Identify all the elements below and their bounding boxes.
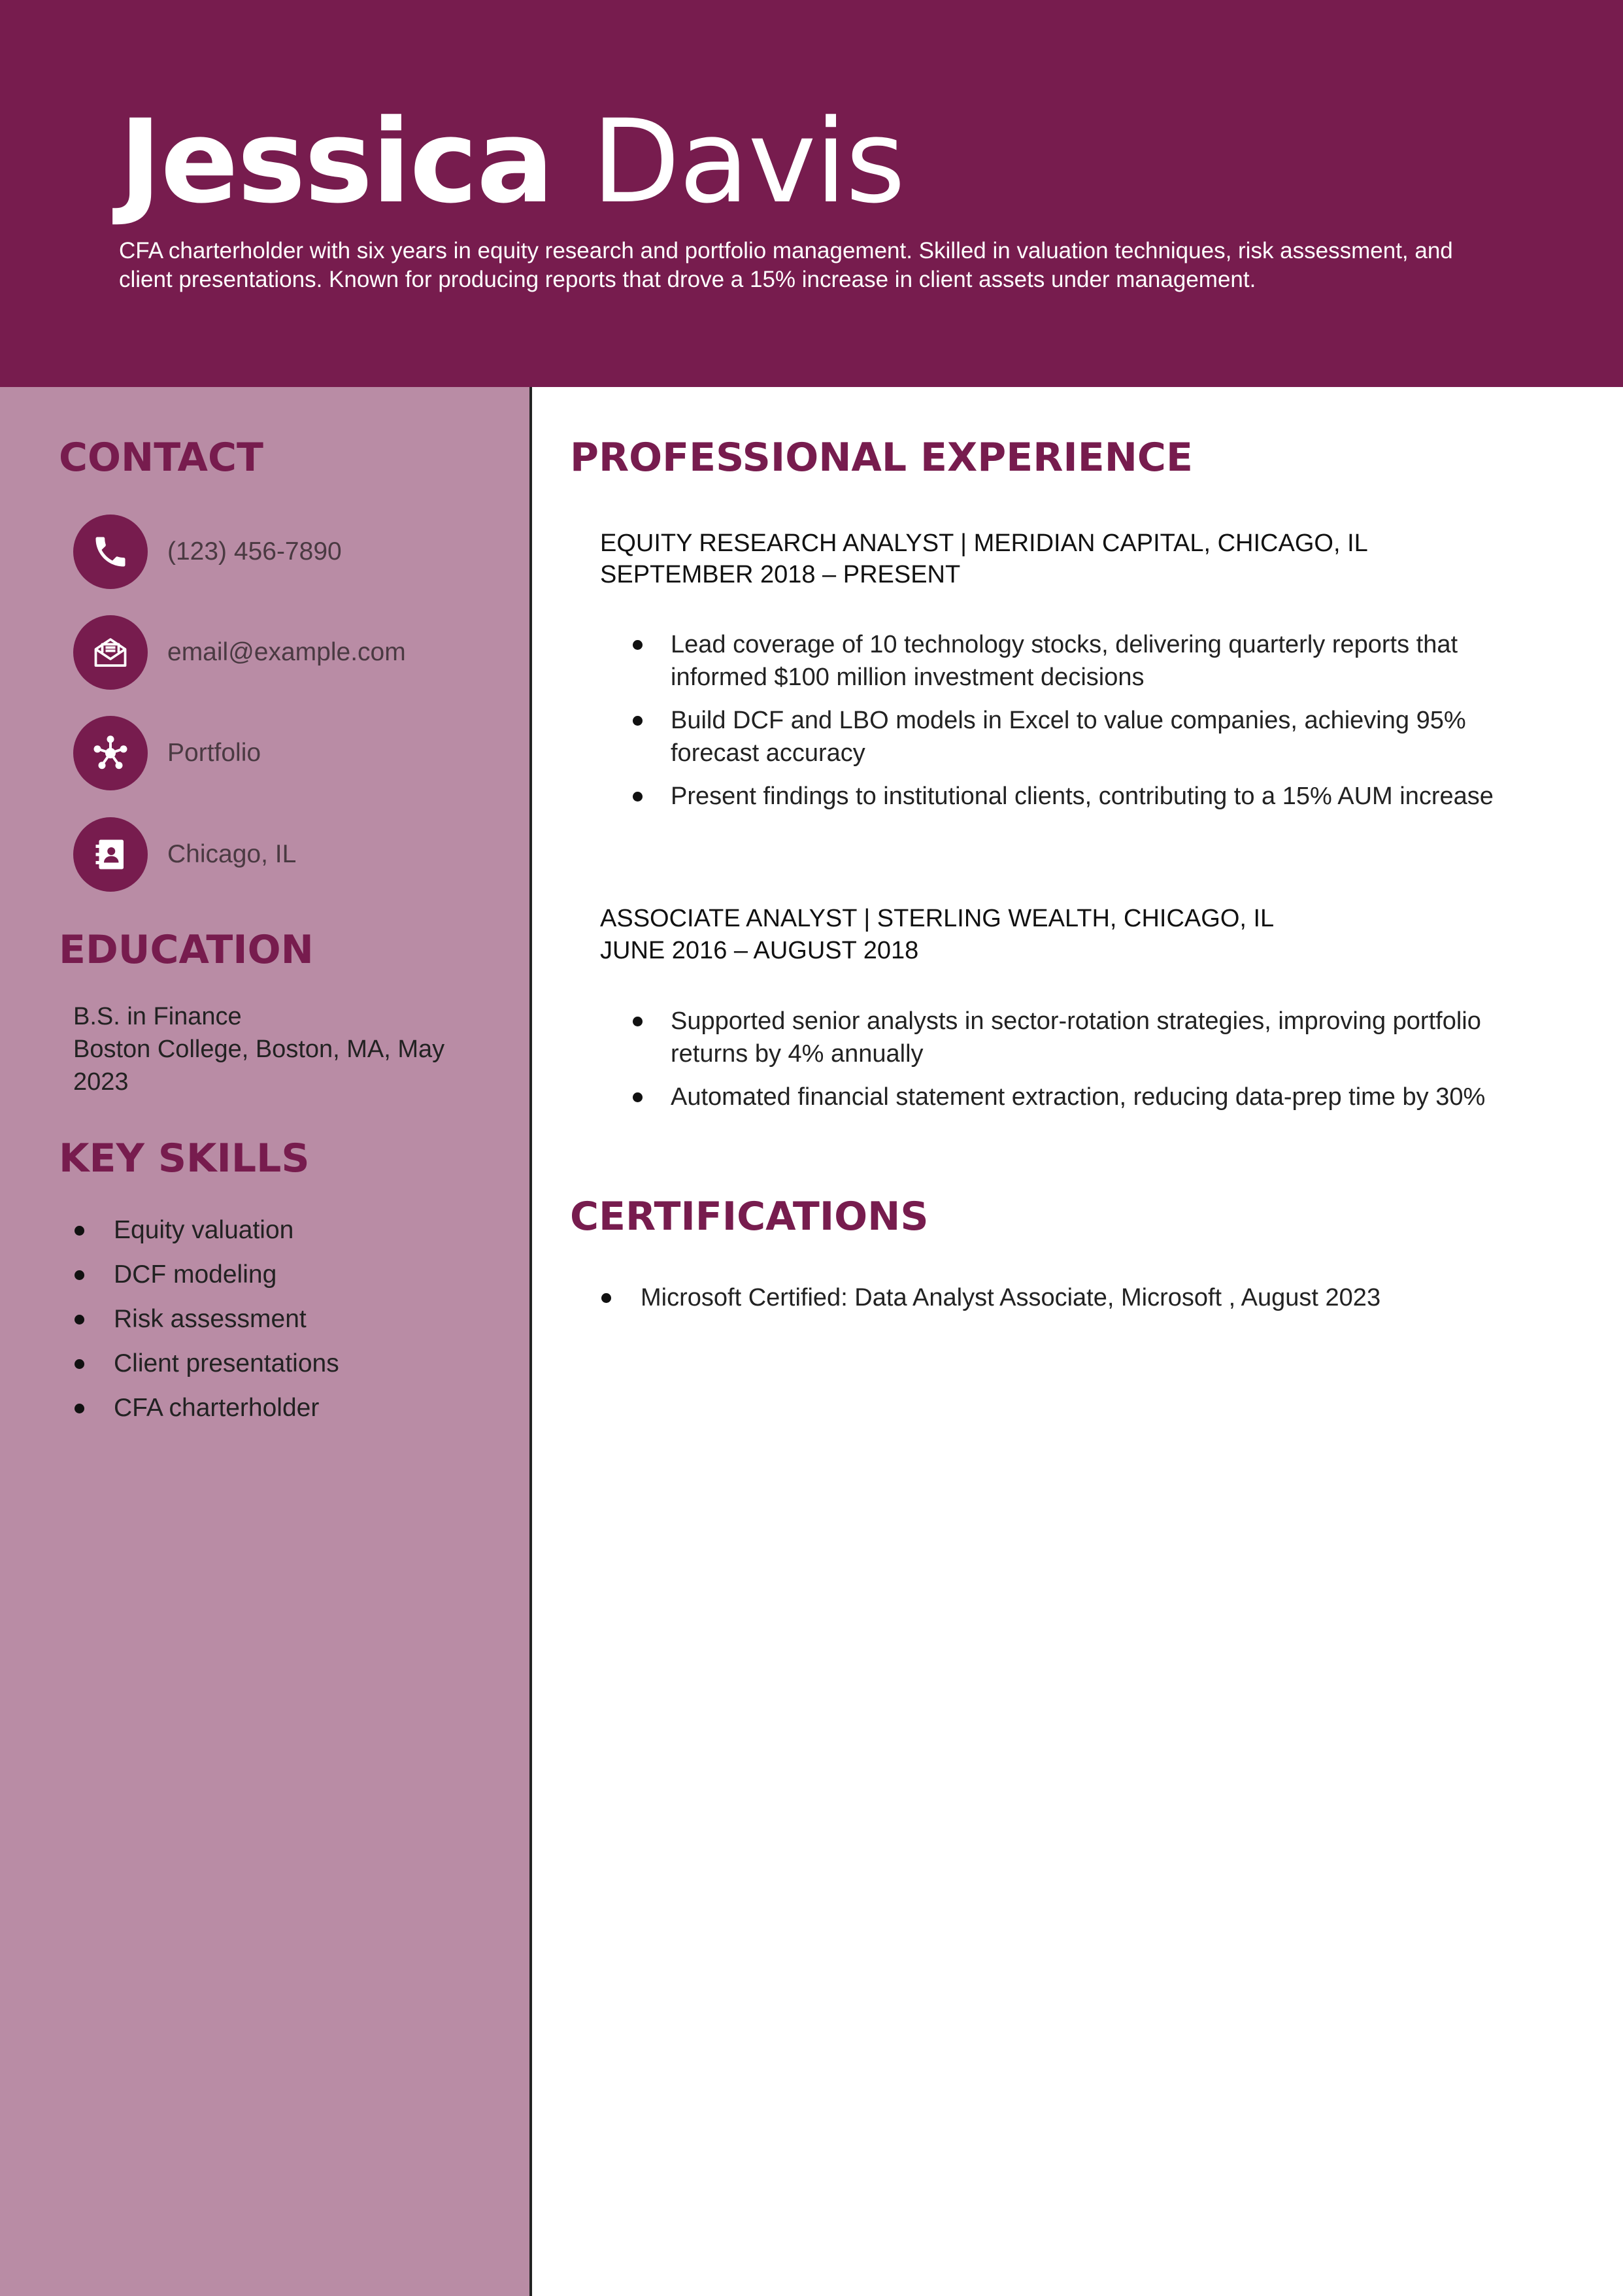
job-bullet: Supported senior analysts in sector-rotation strategies, improving portfolio returns by 4% annually bbox=[600, 1005, 1509, 1070]
education-degree: B.S. in Finance bbox=[73, 1003, 242, 1030]
job-bullet: Lead coverage of 10 technology stocks, delivering quarterly reports that informed $100 million investment decisions bbox=[600, 628, 1509, 694]
job-2-bullets bbox=[600, 1005, 1509, 1124]
certifications-list bbox=[600, 1281, 1548, 1314]
skills-list bbox=[73, 1208, 339, 1430]
contact-portfolio[interactable] bbox=[73, 716, 261, 790]
certifications-heading: CERTIFICATIONS bbox=[570, 1194, 929, 1240]
network-icon bbox=[73, 716, 148, 790]
candidate-name bbox=[119, 90, 904, 234]
experience-heading: PROFESSIONAL EXPERIENCE bbox=[570, 435, 1193, 481]
portfolio-text: Portfolio bbox=[167, 739, 261, 767]
envelope-icon bbox=[73, 615, 148, 690]
education-school: Boston College, Boston, MA, May 2023 bbox=[73, 1036, 445, 1096]
skill-item: Equity valuation bbox=[73, 1208, 339, 1253]
contact-location[interactable] bbox=[73, 817, 296, 892]
last-name: Davis bbox=[592, 95, 905, 229]
first-name: Jessica bbox=[119, 95, 553, 229]
contact-heading: CONTACT bbox=[59, 435, 263, 481]
job-1-bullets bbox=[600, 628, 1509, 823]
job-bullet: Present findings to institutional clients, contributing to a 15% AUM increase bbox=[600, 780, 1509, 813]
contact-phone[interactable] bbox=[73, 515, 342, 589]
job-1-dates: SEPTEMBER 2018 – PRESENT bbox=[600, 561, 961, 588]
phone-text: (123) 456-7890 bbox=[167, 537, 342, 566]
header-banner bbox=[0, 0, 1623, 387]
job-1-title: EQUITY RESEARCH ANALYST | MERIDIAN CAPITAL, CHICAGO, IL bbox=[600, 530, 1368, 557]
skill-item: CFA charterholder bbox=[73, 1386, 339, 1430]
job-bullet: Automated financial statement extraction, reducing data-prep time by 30% bbox=[600, 1081, 1509, 1113]
phone-icon bbox=[73, 515, 148, 589]
email-text: email@example.com bbox=[167, 638, 406, 666]
summary-text: CFA charterholder with six years in equity research and portfolio management. Skilled in valuation techniques, risk assessment, and client presentations. Known for producing reports that drove a 15% increase in client assets under management. bbox=[119, 238, 1453, 292]
skill-item: DCF modeling bbox=[73, 1253, 339, 1297]
skill-item: Risk assessment bbox=[73, 1297, 339, 1342]
location-text: Chicago, IL bbox=[167, 840, 297, 868]
sidebar bbox=[0, 387, 532, 2296]
skill-item: Client presentations bbox=[73, 1342, 339, 1386]
job-2-title: ASSOCIATE ANALYST | STERLING WEALTH, CHICAGO, IL bbox=[600, 905, 1275, 932]
certification-item: Microsoft Certified: Data Analyst Associate, Microsoft , August 2023 bbox=[600, 1281, 1548, 1314]
contact-email[interactable] bbox=[73, 615, 406, 690]
job-bullet: Build DCF and LBO models in Excel to value companies, achieving 95% forecast accuracy bbox=[600, 704, 1509, 769]
education-block bbox=[73, 1000, 492, 1098]
education-heading: EDUCATION bbox=[59, 927, 314, 973]
skills-heading: KEY SKILLS bbox=[59, 1136, 310, 1181]
job-2-dates: JUNE 2016 – AUGUST 2018 bbox=[600, 937, 919, 964]
address-book-icon bbox=[73, 817, 148, 892]
